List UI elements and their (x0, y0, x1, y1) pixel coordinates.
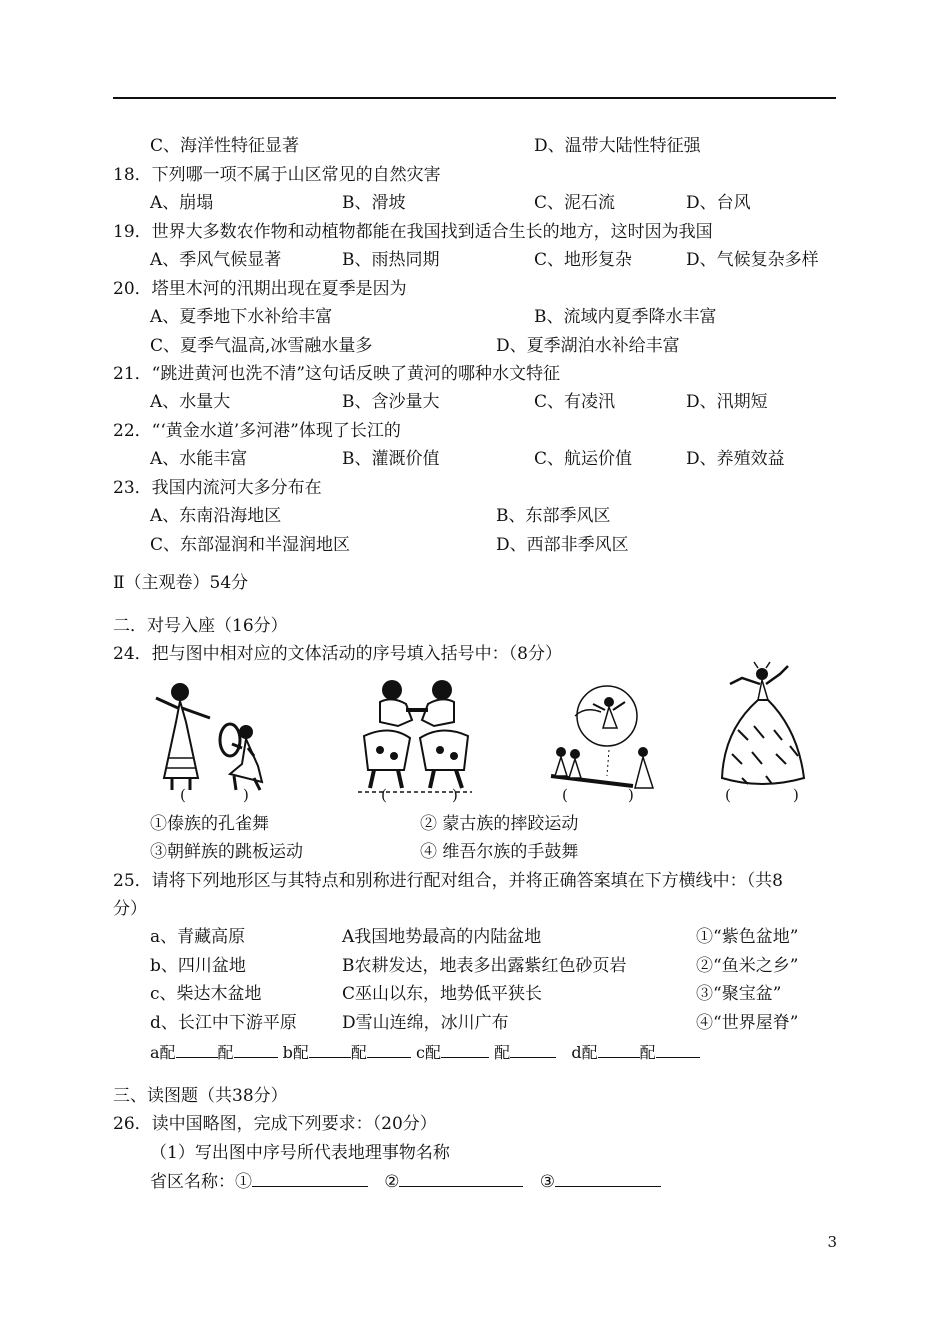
q25-alias-2: ②“鱼米之乡” (696, 956, 799, 976)
answer-b-blank-2[interactable] (367, 1041, 411, 1058)
answer-a-pei: 配 (217, 1043, 234, 1062)
answer-c-blank-1[interactable] (441, 1041, 489, 1058)
q25-alias-4: ④“世界屋脊” (696, 1013, 799, 1033)
q25-region-a: a、青藏高原 (150, 927, 246, 947)
answer-c-blank-2[interactable] (510, 1041, 556, 1058)
paren-close-3: ) (628, 786, 634, 804)
answer-b-label: b配 (282, 1043, 309, 1062)
page-number: 3 (827, 1233, 837, 1251)
section3-title: 三、读图题（共38分） (113, 1086, 288, 1106)
q24-stem: 24．把与图中相对应的文体活动的序号填入括号中：（8分） (113, 644, 562, 664)
q26-province-line (150, 1170, 661, 1193)
q19-stem: 19．世界大多数农作物和动植物都能在我国找到适合生长的地方，这时因为我国 (113, 222, 713, 242)
section2-title: Ⅱ（主观卷）54分 (113, 573, 249, 593)
q25-feature-d: D雪山连绵，冰川广布 (342, 1013, 509, 1033)
paren-open-3: ( (562, 786, 568, 804)
q19-option-c: C、地形复杂 (534, 250, 633, 270)
paren-close-1: ) (243, 786, 249, 804)
q25-region-b: b、四川盆地 (150, 956, 246, 976)
q22-option-b: B、灌溉价值 (342, 449, 440, 469)
q25-alias-3: ③“聚宝盆” (696, 984, 782, 1004)
q22-option-d: D、养殖效益 (686, 449, 785, 469)
q25-region-d: d、长江中下游平原 (150, 1013, 297, 1033)
paren-open-1: ( (180, 786, 186, 804)
province-num-2: ② (384, 1172, 400, 1192)
q23-option-d: D、西部非季风区 (496, 535, 629, 555)
q22-option-c: C、航运价值 (534, 449, 633, 469)
q20-option-c: C、夏季气温高,冰雪融水量多 (150, 336, 373, 356)
answer-a-blank-2[interactable] (234, 1041, 278, 1058)
q25-region-c: c、柴达木盆地 (150, 984, 262, 1004)
q19-option-a: A、季风气候显著 (150, 250, 282, 270)
answer-d-blank-2[interactable] (656, 1041, 700, 1058)
section2-part: 二．对号入座（16分） (113, 616, 288, 636)
q21-stem: 21．“跳进黄河也洗不清”这句话反映了黄河的哪种水文特征 (113, 364, 561, 384)
q18-stem: 18．下列哪一项不属于山区常见的自然灾害 (113, 165, 441, 185)
q21-option-d: D、汛期短 (686, 392, 768, 412)
province-blank-2[interactable] (399, 1170, 523, 1187)
korean-seesaw-figure (545, 680, 665, 796)
paren-open-4: ( (725, 786, 731, 804)
province-blank-3[interactable] (555, 1170, 661, 1187)
q21-option-c: C、有凌汛 (534, 392, 616, 412)
q23-option-b: B、东部季风区 (496, 506, 611, 526)
q18-option-d: D、台风 (686, 193, 751, 213)
answer-d-label: d配 (571, 1043, 598, 1062)
q20-option-b: B、流域内夏季降水丰富 (534, 307, 717, 327)
q26-stem: 26．读中国略图，完成下列要求：（20分） (113, 1114, 437, 1134)
answer-c-pei: 配 (494, 1043, 511, 1062)
paren-open-2: ( (381, 786, 387, 804)
header-rule (113, 97, 836, 99)
q18-option-a: A、崩塌 (150, 193, 214, 213)
paren-close-2: ) (452, 786, 458, 804)
q18-option-b: B、滑坡 (342, 193, 406, 213)
province-blank-1[interactable] (252, 1170, 368, 1187)
q20-option-d: D、夏季湖泊水补给丰富 (496, 336, 680, 356)
q24-option-4: ④ 维吾尔族的手鼓舞 (420, 842, 579, 862)
q25-stem-cont: 分） (113, 899, 147, 919)
q20-stem: 20．塔里木河的汛期出现在夏季是因为 (113, 279, 407, 299)
paren-close-4: ) (793, 786, 799, 804)
q17-option-d: D、温带大陆性特征强 (534, 136, 701, 156)
q23-option-a: A、东南沿海地区 (150, 506, 282, 526)
province-label: 省区名称：① (150, 1172, 252, 1192)
q24-option-3: ③朝鲜族的跳板运动 (150, 842, 303, 862)
q21-option-a: A、水量大 (150, 392, 231, 412)
dai-peacock-dance-figure (718, 660, 808, 796)
answer-b-pei: 配 (350, 1043, 367, 1062)
q25-stem: 25．请将下列地形区与其特点和别称进行配对组合，并将正确答案填在下方横线中：（共8 (113, 871, 783, 891)
answer-c-label: c配 (416, 1043, 441, 1062)
q25-feature-a: A我国地势最高的内陆盆地 (342, 927, 542, 947)
q26-sub1: （1）写出图中序号所代表地理事物名称 (150, 1143, 450, 1163)
q25-answer-line (150, 1041, 700, 1064)
q25-feature-c: C巫山以东，地势低平狭长 (342, 984, 543, 1004)
q19-option-b: B、雨热同期 (342, 250, 440, 270)
answer-d-blank-1[interactable] (598, 1041, 640, 1058)
province-num-3: ③ (539, 1172, 555, 1192)
q22-stem: 22．“‘黄金水道’多河港”体现了长江的 (113, 421, 401, 441)
answer-b-blank-1[interactable] (309, 1041, 351, 1058)
q18-option-c: C、泥石流 (534, 193, 616, 213)
q25-feature-b: B农耕发达，地表多出露紫红色砂页岩 (342, 956, 627, 976)
mongolian-wrestling-figure (350, 676, 480, 796)
answer-a-label: a配 (150, 1043, 176, 1062)
q20-option-a: A、夏季地下水补给丰富 (150, 307, 333, 327)
q23-stem: 23．我国内流河大多分布在 (113, 478, 322, 498)
q23-option-c: C、东部湿润和半湿润地区 (150, 535, 351, 555)
q24-option-2: ② 蒙古族的摔跤运动 (420, 814, 579, 834)
q19-option-d: D、气候复杂多样 (686, 250, 819, 270)
q22-option-a: A、水能丰富 (150, 449, 248, 469)
answer-d-pei: 配 (639, 1043, 656, 1062)
uyghur-dance-figure (150, 678, 270, 796)
q17-option-c: C、海洋性特征显著 (150, 136, 300, 156)
answer-a-blank-1[interactable] (176, 1041, 218, 1058)
q24-option-1: ①傣族的孔雀舞 (150, 814, 269, 834)
q25-alias-1: ①“紫色盆地” (696, 927, 799, 947)
q21-option-b: B、含沙量大 (342, 392, 440, 412)
